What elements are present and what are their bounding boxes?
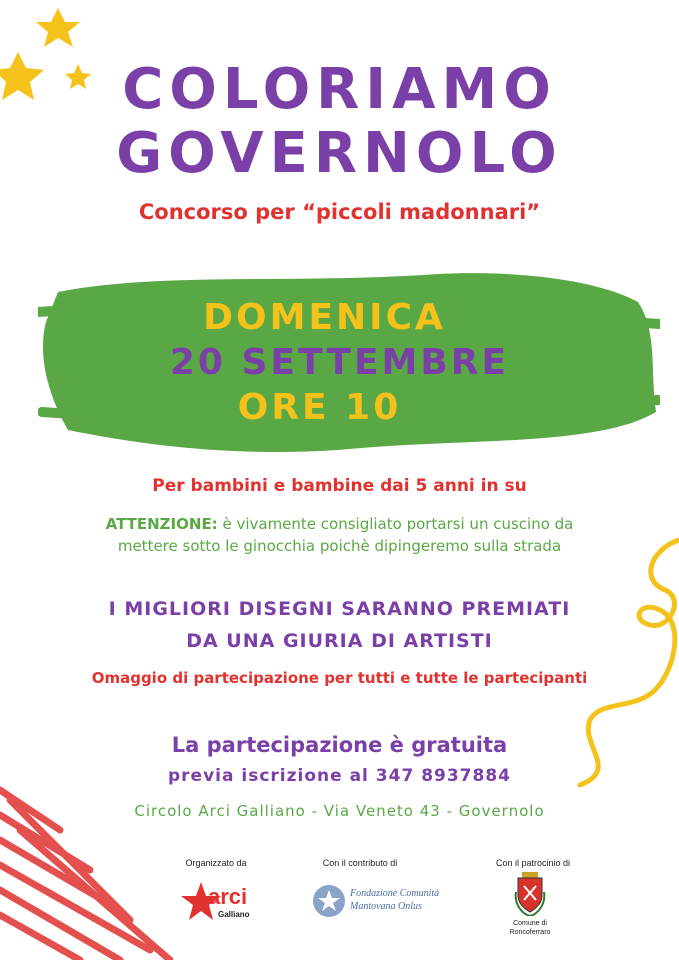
coat-of-arms-icon [514, 872, 546, 916]
fondazione-logo [312, 884, 452, 920]
star-icon [36, 8, 80, 47]
title-line-2: GOVERNOLO [116, 121, 563, 186]
attention-label: ATTENZIONE: [105, 515, 218, 533]
gift-text: Omaggio di partecipazione per tutti e tutte le partecipanti [91, 669, 588, 687]
audience-text: Per bambini e bambine dai 5 anni in su [152, 476, 527, 496]
registration-phone: previa iscrizione al 347 8937884 [168, 766, 511, 786]
subtitle: Concorso per “piccoli madonnari” [138, 200, 541, 224]
event-day: DOMENICA [203, 297, 446, 338]
comune-logo [500, 872, 560, 944]
event-time: ORE 10 [237, 387, 402, 428]
free-participation: La partecipazione è gratuita [171, 733, 508, 757]
fondazione-emblem-icon [312, 884, 346, 918]
event-date: 20 SETTEMBRE [169, 342, 510, 383]
comune-name-1: Comune di [513, 920, 547, 927]
venue-address: Circolo Arci Galliano - Via Veneto 43 - Governolo [134, 802, 545, 820]
arci-logo [180, 878, 260, 928]
arci-logo-text: arci [208, 884, 248, 909]
title-line-1: COLORIAMO [122, 57, 557, 122]
attention-line-1: è vivamente consigliato portarsi un cuscino da [217, 515, 574, 533]
attention-line-2: mettere sotto le ginocchia poichè dipingeremo sulla strada [117, 537, 562, 555]
contribution-label: Con il contributo di [322, 858, 398, 868]
comune-name-2: Roncoferraro [509, 929, 551, 936]
prize-line-1: I MIGLIORI DISEGNI SARANNO PREMIATI [108, 598, 571, 620]
arci-logo-sub: Galliano [218, 910, 250, 919]
fondazione-name-2: Mantovana Onlus [350, 901, 422, 912]
attention-notice [0, 513, 679, 557]
patronage-label: Con il patrocinio di [495, 858, 571, 868]
organized-label: Organizzato da [185, 858, 247, 868]
prize-line-2: DA UNA GIURIA DI ARTISTI [186, 630, 493, 652]
fondazione-name-1: Fondazione Comunità [350, 888, 440, 899]
